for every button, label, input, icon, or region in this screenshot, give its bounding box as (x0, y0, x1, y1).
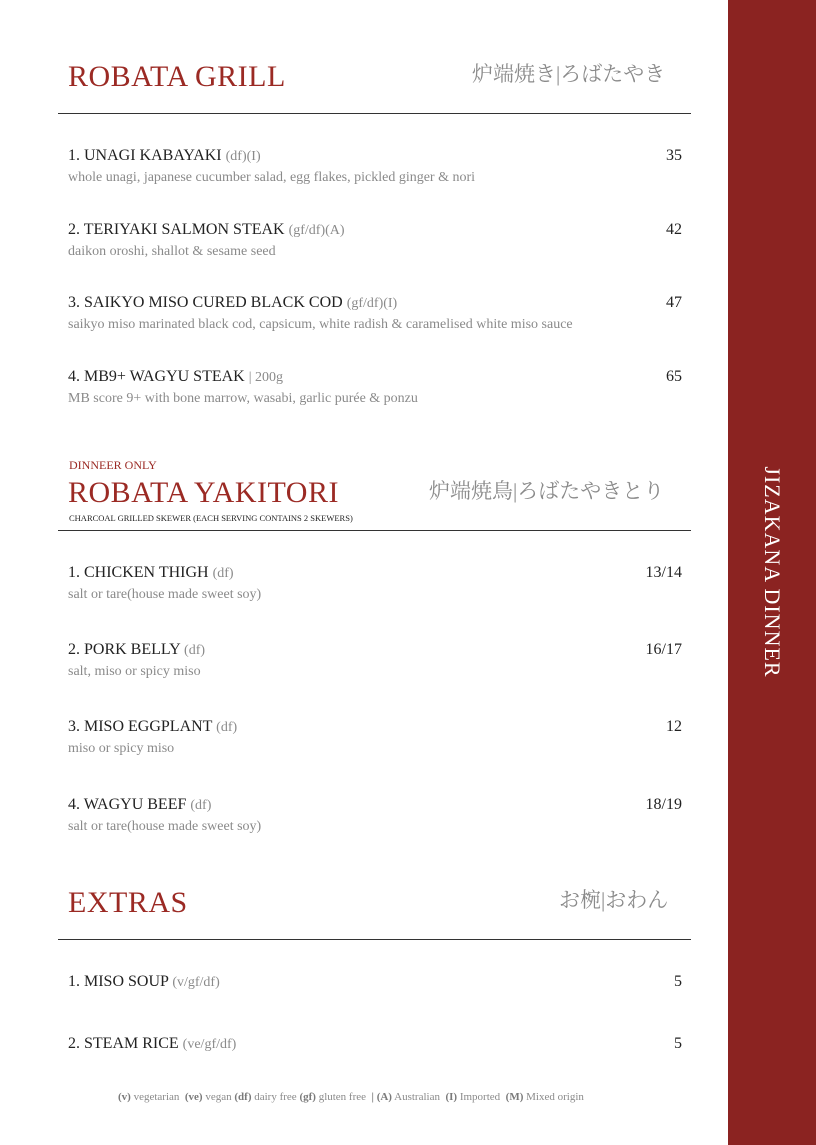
sidebar-label: JIZAKANA DINNER (760, 466, 785, 678)
item-description: daikon oroshi, shallot & sesame seed (68, 244, 276, 259)
legend-code: (v) (118, 1091, 131, 1103)
menu-item (68, 717, 682, 758)
section-jp-robata-grill: 炉端焼き|ろばたやき (472, 62, 666, 86)
legend-text: gluten free (318, 1091, 367, 1103)
item-price: 18/19 (645, 796, 682, 813)
item-description: saikyo miso marinated black cod, capsicum, white radish & caramelised white miso sauce (68, 317, 573, 332)
dinner-only-note: DINNEER ONLY (69, 458, 157, 472)
item-price: 5 (674, 1035, 682, 1052)
item-description: salt, miso or spicy miso (68, 664, 201, 679)
legend-text: vegetarian (133, 1091, 180, 1103)
item-price: 5 (674, 973, 682, 990)
item-tag: | 200g (248, 370, 284, 385)
item-description: MB score 9+ with bone marrow, wasabi, garlic purée & ponzu (68, 391, 418, 406)
item-tag: (df) (216, 720, 238, 735)
item-description: salt or tare(house made sweet soy) (68, 819, 262, 834)
item-description: salt or tare(house made sweet soy) (68, 587, 262, 602)
item-name: 3. MISO EGGPLANT (68, 718, 213, 735)
item-name: 3. SAIKYO MISO CURED BLACK COD (68, 294, 343, 311)
item-description: miso or spicy miso (68, 741, 175, 756)
item-tag: (df) (190, 798, 212, 813)
item-name: 2. TERIYAKI SALMON STEAK (68, 221, 285, 238)
item-tag: (gf/df)(I) (346, 296, 398, 311)
menu-item (68, 972, 682, 993)
item-name: 4. WAGYU BEEF (68, 796, 187, 813)
section-title-robata-grill: ROBATA GRILL (68, 60, 286, 93)
section-title-extras: EXTRAS (68, 886, 188, 919)
item-name: 1. CHICKEN THIGH (68, 564, 209, 581)
legend-text: Mixed origin (526, 1091, 584, 1103)
legend-text: dairy free (254, 1091, 297, 1103)
legend-text: Australian (394, 1091, 440, 1103)
divider (58, 939, 691, 940)
item-tag: (df)(I) (225, 149, 261, 164)
item-tag: (df) (212, 566, 234, 581)
item-name: 4. MB9+ WAGYU STEAK (68, 368, 245, 385)
item-price: 47 (666, 294, 682, 311)
item-tag: (ve/gf/df) (182, 1037, 237, 1052)
menu-item (68, 563, 682, 604)
legend-code: (I) (445, 1091, 458, 1103)
item-price: 42 (666, 221, 682, 238)
item-tag: (df) (184, 643, 206, 658)
item-price: 13/14 (645, 564, 682, 581)
item-name: 1. UNAGI KABAYAKI (68, 147, 222, 164)
legend-text: Imported (459, 1091, 501, 1103)
item-description: whole unagi, japanese cucumber salad, egg flakes, pickled ginger & nori (68, 170, 476, 185)
legend-code: (M) (505, 1091, 524, 1103)
legend-code: (df) (234, 1091, 252, 1103)
item-name: 2. PORK BELLY (68, 641, 181, 658)
item-name: 2. STEAM RICE (68, 1035, 179, 1052)
menu-item (68, 293, 682, 334)
section-title-robata-yakitori: ROBATA YAKITORI (68, 476, 339, 509)
menu-item (68, 1034, 682, 1055)
divider (58, 113, 691, 114)
item-price: 35 (666, 147, 682, 164)
menu-item (68, 795, 682, 836)
item-price: 16/17 (645, 641, 682, 658)
item-name: 1. MISO SOUP (68, 973, 169, 990)
item-tag: (v/gf/df) (172, 975, 220, 990)
legend-code: (ve) (184, 1091, 203, 1103)
section-subtitle: CHARCOAL GRILLED SKEWER (EACH SERVING CONTAINS 2 SKEWERS) (69, 513, 353, 523)
item-price: 65 (666, 368, 682, 385)
legend-code: | (A) (371, 1091, 392, 1103)
item-tag: (gf/df)(A) (288, 223, 345, 238)
legend-code: (gf) (299, 1091, 316, 1103)
section-jp-extras: お椀|おわん (559, 888, 669, 912)
divider (58, 530, 691, 531)
menu-item (68, 640, 682, 681)
item-price: 12 (666, 718, 682, 735)
menu-item (68, 367, 682, 408)
section-jp-robata-yakitori: 炉端焼鳥|ろばたやきとり (429, 479, 665, 503)
legend-text: vegan (205, 1091, 232, 1103)
menu-item (68, 220, 682, 261)
dietary-legend (118, 1091, 678, 1103)
menu-item (68, 146, 682, 187)
